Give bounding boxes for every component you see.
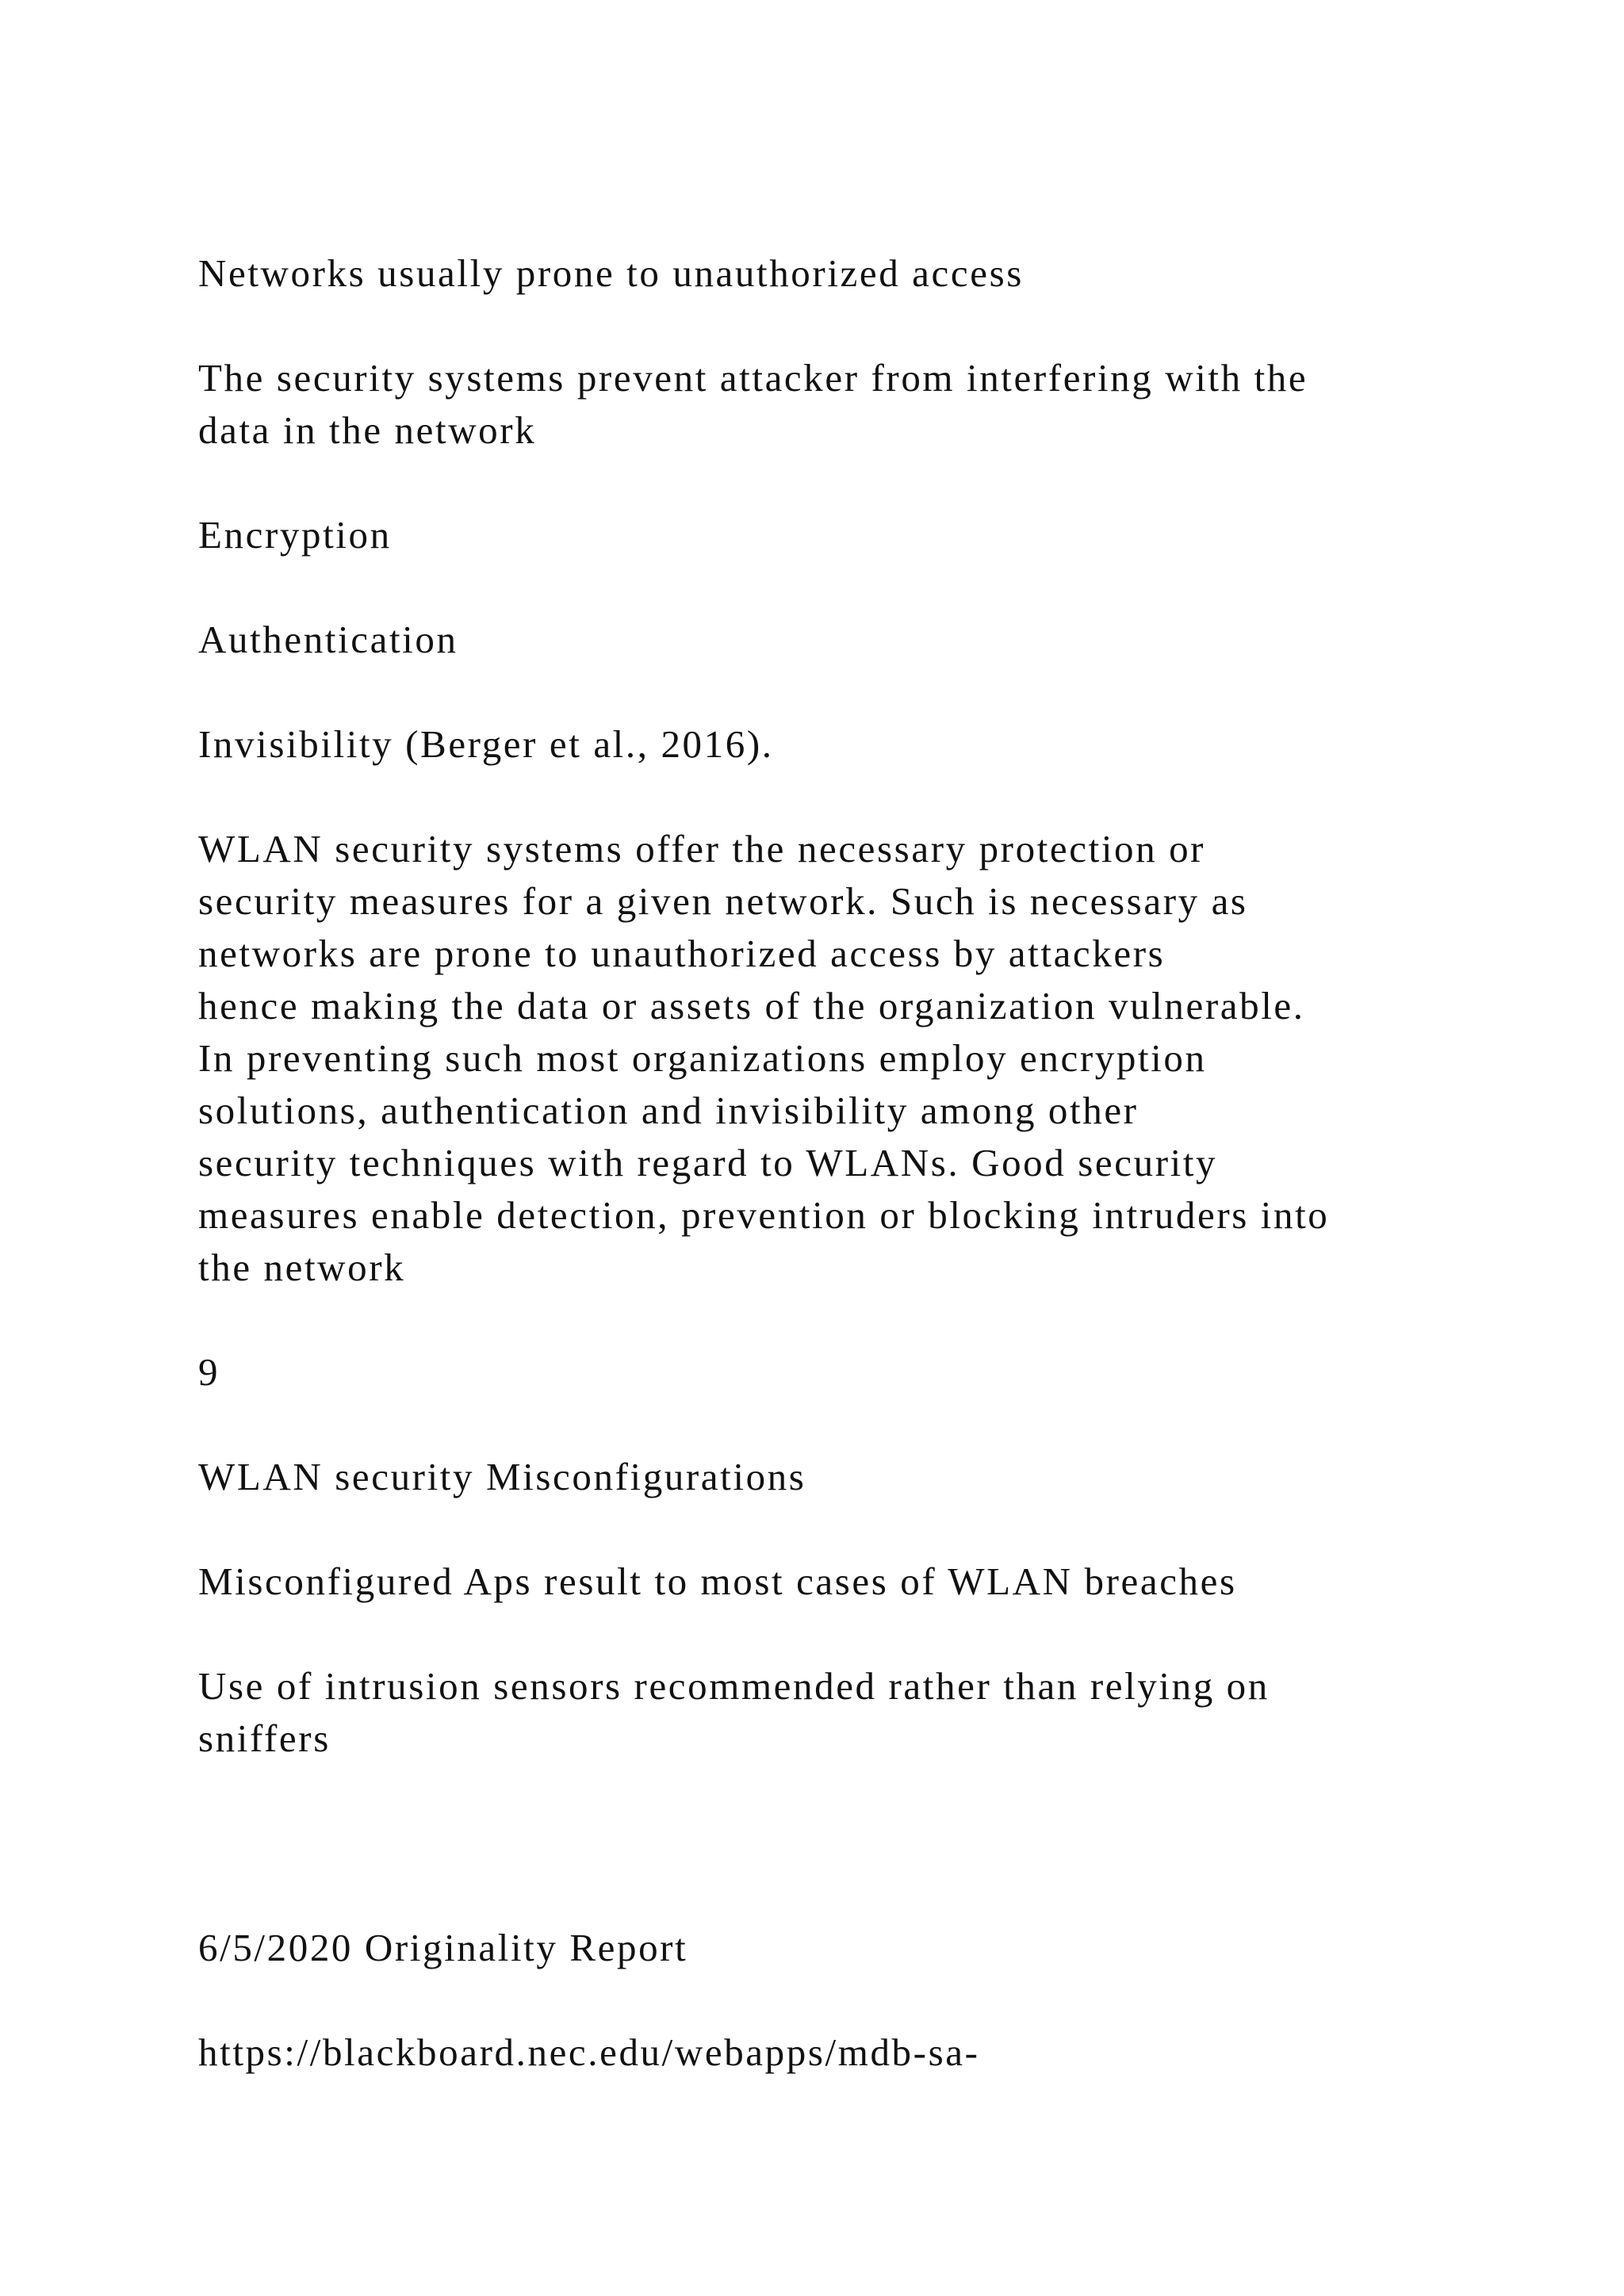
text-line: solutions, authentication and invisibility among other	[198, 1089, 1139, 1132]
paragraph-intrusion-sensors	[198, 1660, 1435, 1765]
text-line: Encryption	[198, 513, 392, 557]
text-line: hence making the data or assets of the organization vulnerable.	[198, 984, 1305, 1027]
text-line: https://blackboard.nec.edu/webapps/mdb-sa-	[198, 2030, 980, 2074]
paragraph-authentication	[198, 614, 1435, 666]
paragraph-wlan-security-body	[198, 823, 1435, 1294]
paragraph-misconfigurations-heading	[198, 1451, 1435, 1503]
paragraph-security-systems-prevent	[198, 352, 1435, 457]
paragraph-url	[198, 2026, 1435, 2079]
text-line: security techniques with regard to WLANs. Good security	[198, 1141, 1218, 1184]
text-line: Invisibility (Berger et al., 2016).	[198, 722, 774, 766]
paragraph-encryption	[198, 509, 1435, 561]
document-body	[198, 247, 1435, 2131]
text-line: Use of intrusion sensors recommended rather than relying on	[198, 1664, 1270, 1708]
text-line: In preventing such most organizations employ encryption	[198, 1036, 1207, 1080]
text-line: The security systems prevent attacker from interfering with the	[198, 356, 1308, 400]
text-line: WLAN security Misconfigurations	[198, 1455, 806, 1498]
blank-space	[198, 1817, 1435, 1922]
text-line: 9	[198, 1350, 220, 1394]
page-number	[198, 1346, 1435, 1399]
text-line: data in the network	[198, 408, 537, 452]
text-line: Authentication	[198, 618, 458, 661]
text-line: WLAN security systems offer the necessary protection or	[198, 827, 1206, 871]
text-line: Networks usually prone to unauthorized access	[198, 251, 1024, 295]
text-line: 6/5/2020 Originality Report	[198, 1926, 688, 1969]
paragraph-invisibility-citation	[198, 718, 1435, 771]
paragraph-misconfigured-aps	[198, 1556, 1435, 1608]
text-line: the network	[198, 1246, 406, 1289]
text-line: sniffers	[198, 1716, 331, 1760]
text-line: measures enable detection, prevention or blocking intruders into	[198, 1193, 1330, 1237]
text-line: networks are prone to unauthorized access by attackers	[198, 932, 1166, 975]
paragraph-originality-report	[198, 1922, 1435, 1974]
text-line: security measures for a given network. Such is necessary as	[198, 879, 1248, 923]
paragraph-networks-prone	[198, 247, 1435, 300]
text-line: Misconfigured Aps result to most cases of WLAN breaches	[198, 1559, 1237, 1603]
